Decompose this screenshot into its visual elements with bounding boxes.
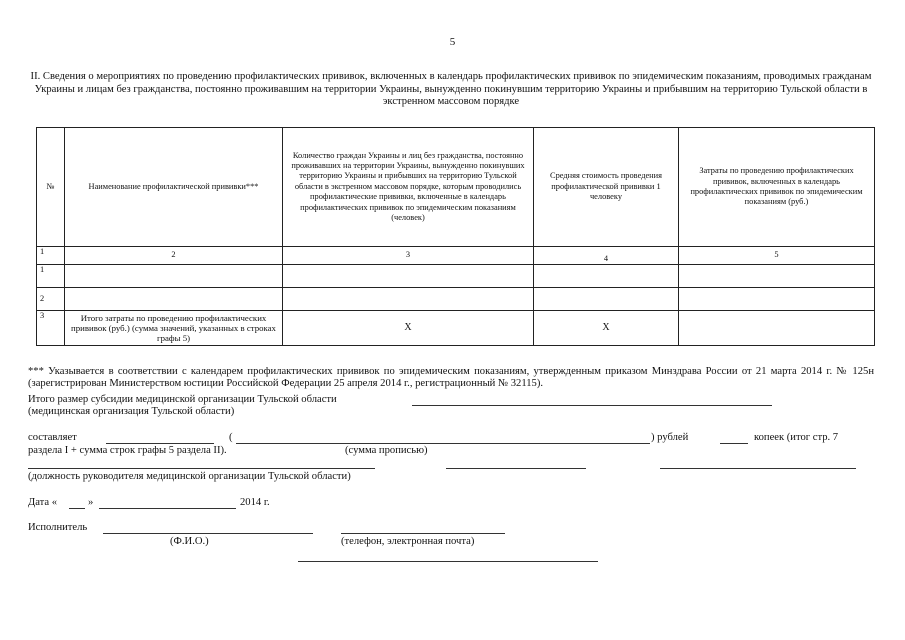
executor-name-caption: (Ф.И.О.)	[170, 536, 209, 547]
row-total-cell[interactable]	[679, 265, 875, 288]
date-year: 2014 г.	[240, 497, 270, 508]
subsidy-org-line[interactable]	[412, 405, 772, 406]
amount-rubles-label: ) рублей	[651, 432, 689, 443]
date-label: Дата «	[28, 497, 58, 508]
amount-words-line[interactable]	[236, 443, 650, 444]
org-caption: (медицинская организация Тульской области)	[28, 406, 235, 417]
column-number-2: 2	[65, 247, 283, 265]
amount-section-note: раздела I + сумма строк графы 5 раздела II).	[28, 445, 227, 456]
table-row	[37, 265, 875, 288]
executor-contact-caption: (телефон, электронная почта)	[341, 536, 475, 547]
header-average-cost: Средняя стоимость проведения профилактической прививки 1 человеку	[534, 128, 679, 247]
row-total-cell[interactable]	[679, 288, 875, 311]
column-numbers-row	[37, 247, 875, 265]
head-name-line[interactable]	[660, 468, 856, 469]
column-number-5: 5	[679, 247, 875, 265]
table-header-row	[37, 128, 875, 247]
amount-number-line[interactable]	[106, 443, 214, 444]
amount-kopecks-line[interactable]	[720, 443, 748, 444]
subsidy-label: Итого размер субсидии медицинской организации Тульской области	[28, 394, 337, 405]
header-total-costs: Затраты по проведению профилактических прививок, включенных в календарь профилактических прививок по эпидемическим показаниям (руб.)	[679, 128, 875, 247]
row-total-label: Итого затраты по проведению профилактических прививок (руб.) (сумма значений, указанных в строках графы 5)	[65, 311, 283, 346]
row-number: 1	[37, 265, 65, 288]
column-number-4: 4	[534, 247, 679, 265]
row-number: 3	[37, 311, 65, 346]
row-number: 2	[37, 288, 65, 311]
head-caption: (должность руководителя медицинской организации Тульской области)	[28, 471, 351, 482]
executor-contact-line[interactable]	[341, 533, 505, 534]
amount-kopecks-label: копеек (итог стр. 7	[754, 432, 839, 443]
header-vaccination-name: Наименование профилактической прививки***	[65, 128, 283, 247]
row-cost-cell[interactable]	[534, 265, 679, 288]
row-cost-mark: X	[534, 311, 679, 346]
bottom-divider-line	[298, 561, 598, 562]
head-signature-line[interactable]	[446, 468, 586, 469]
column-number-3: 3	[283, 247, 534, 265]
row-count-cell[interactable]	[283, 288, 534, 311]
head-position-line[interactable]	[28, 468, 375, 469]
footnote: *** Указывается в соответствии с календарем профилактических прививок по эпидемическим показаниям, утвержденным приказом Минздрава России от 21 марта 2014 г. № 125н (зарегистрирован Министерством юстиции Российской Федерации 25 апреля 2014 г., регистрационный № 32115).	[28, 366, 874, 390]
page-number: 5	[449, 36, 456, 48]
executor-label: Исполнитель	[28, 522, 88, 533]
row-cost-cell[interactable]	[534, 288, 679, 311]
vaccination-table	[36, 127, 875, 346]
row-count-cell[interactable]	[283, 265, 534, 288]
column-number-1: 1	[37, 247, 65, 265]
row-name-cell[interactable]	[65, 288, 283, 311]
executor-name-line[interactable]	[103, 533, 313, 534]
date-close-quote: »	[88, 497, 94, 508]
date-day-line[interactable]	[69, 508, 85, 509]
table-row	[37, 288, 875, 311]
date-month-line[interactable]	[99, 508, 236, 509]
row-total-sum-cell[interactable]	[679, 311, 875, 346]
header-number: №	[37, 128, 65, 247]
header-citizens-count: Количество граждан Украины и лиц без гражданства, постоянно проживавших на территории Украины, вынужденно покинувших территорию Украины и прибывших на территорию Тульской области в экстренном массовом порядке, которым проводились профилактические прививки, включенные в календарь профилактических прививок по эпидемическим показаниям (человек)	[283, 128, 534, 247]
amount-open-paren: (	[229, 432, 233, 443]
amount-words-caption: (сумма прописью)	[345, 445, 428, 456]
row-count-mark: X	[283, 311, 534, 346]
amount-label: составляет	[28, 432, 77, 443]
row-name-cell[interactable]	[65, 265, 283, 288]
table-row-total	[37, 311, 875, 346]
section-heading: II. Сведения о мероприятиях по проведению профилактических прививок, включенных в календарь профилактических прививок по эпидемическим показаниям, проводимых гражданам Украины и лицам без гражданства, постоянно проживавшим на территории Украины, вынужденно покинувшим территорию Украины и прибывшим на территорию Тульской области в экстренном массовом порядке	[30, 71, 872, 108]
